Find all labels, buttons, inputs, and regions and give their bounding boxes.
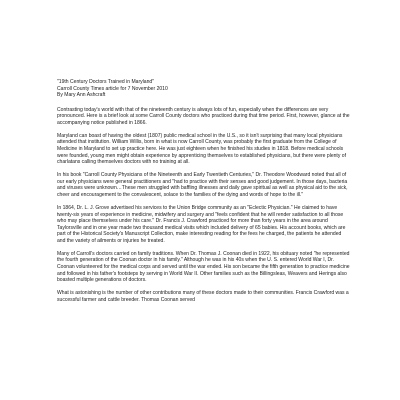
paragraph-1: Contrasting today's world with that of the nineteenth century is always lots of fun, especially when the differences are very pronounced. Here is a brief look at some Carroll County doctors who practiced during that time period. First, however, glance at the accompanying notice published in 1866. [57,106,350,126]
paragraph-3: In his book "Carroll County Physicians of the Nineteenth and Early Twentieth Centuries," Dr. Theodore Woodward noted that all of our early physicians were general practitioners and "had to practice with their senses and good judgement. In those days, bacteria and viruses were unknown…These men struggled with baffling illnesses and daily gave spiritual as well as physical aid to the sick, cheer and encouragement to the convalescent, solace to the families of the dying and words of hope to the ill." [57,172,348,198]
article-title: "19th Century Doctors Trained in Maryland" [57,79,154,85]
paragraph-5: Many of Carroll's doctors carried on family traditions. When Dr. Thomas J. Coonan died in 1922, his obituary noted "he represented the fourth generation of the Coonan doctor in his family." Although he was in his 40s when the U. S. entered World War I, Dr. Coonan volunteered for the medical corps and served until the war ended. His son became the fifth generation to practice medicine and followed in his father's footsteps by serving in World War II. Other families such as the Billingsleas, Weavers and Herings also boasted multiple generations of doctors. [57,250,350,284]
article-header [57,79,350,99]
article-byline: By Mary Ann Ashcraft [57,92,106,99]
article-body [57,79,350,303]
paragraph-4: In 1864, Dr. L. J. Grove advertised his services to the Union Bridge community as an "Eclectic Physician." He claimed to have twenty-six years of experience in medicine, midwifery and surgery and "feels confident that he will render satisfaction to all those who may place themselves under his care." Dr. Francis J. Crawford practiced for more than forty years in the area around Taylorsville and in one year made two thousand medical visits which included delivery of 65 babies. His account books, which are part of the Historical Society's Manuscript Collection, make interesting reading for the fees he charged, the patients he attended and the variety of ailments or injuries he treated. [57,204,346,244]
article-subtitle: Carroll County Times article for 7 November 2010 [57,85,168,92]
paragraph-2: Maryland can boast of having the oldest (1807) public medical school in the U.S., so it isn't surprising that many local physicians attended that institution. William Willis, born in what is now Carroll County, was probably the first graduate from the College of Medicine in Maryland to set up practice here. He was just eighteen when he finished his studies in 1818. Before medical schools were founded, young men might obtain experience by apprenticing themselves to established physicians, but there were plenty of charlatans calling themselves doctors with no training at all. [57,132,346,166]
paragraph-6: What is astonishing is the number of other contributions many of these doctors made to their communities. Francis Crawford was a successful farmer and cattle breeder. Thomas Coonan served [57,290,349,303]
